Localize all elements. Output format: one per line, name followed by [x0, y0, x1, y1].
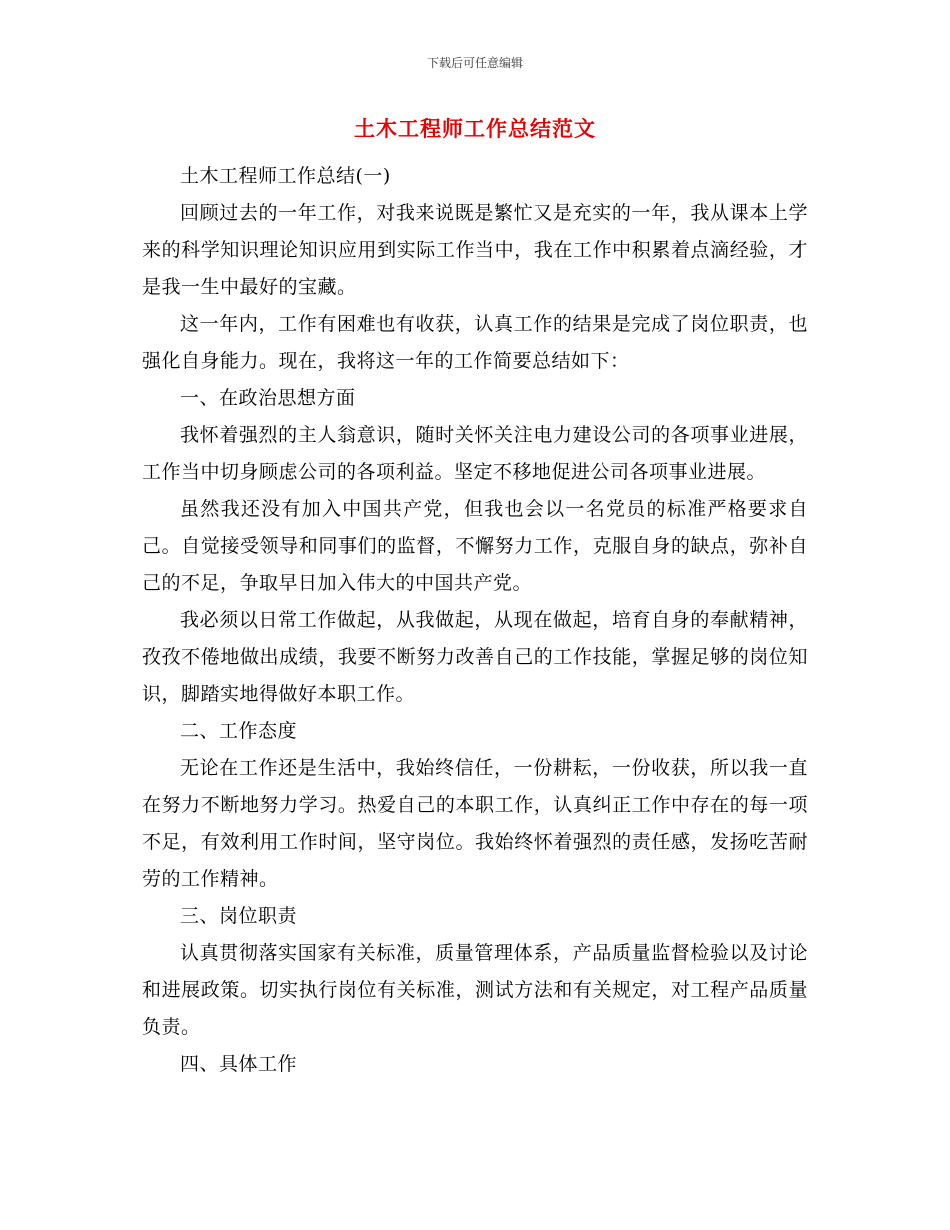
section-heading: 四、具体工作 [180, 1053, 298, 1075]
paragraph: 认真贯彻落实国家有关标准，质量管理体系，产品质量监督检验以及讨论和进展政策。切实执行岗位有关标准，测试方法和有关规定，对工程产品质量负责。 [142, 942, 808, 1038]
paragraph: 虽然我还没有加入中国共产党，但我也会以一名党员的标准严格要求自己。自觉接受领导和同事们的监督，不懈努力工作，克服自身的缺点，弥补自己的不足，争取早日加入伟大的中国共产党。 [142, 498, 808, 594]
paragraph: 无论在工作还是生活中，我始终信任，一份耕耘，一份收获，所以我一直在努力不断地努力学习。热爱自己的本职工作，认真纠正工作中存在的每一项不足，有效利用工作时间，坚守岗位。我始终怀着强烈的责任感，发扬吃苦耐劳的工作精神。 [142, 757, 808, 890]
section-heading: 三、岗位职责 [180, 905, 298, 927]
section-heading: 二、工作态度 [180, 720, 298, 742]
paragraph: 这一年内，工作有困难也有收获，认真工作的结果是完成了岗位职责，也强化自身能力。现在，我将这一年的工作简要总结如下： [142, 313, 808, 372]
paragraph: 我怀着强烈的主人翁意识，随时关怀关注电力建设公司的各项事业进展，工作当中切身顾虑公司的各项利益。坚定不移地促进公司各项事业进展。 [142, 424, 808, 483]
header-note: 下载后可任意编辑 [426, 56, 523, 70]
paragraph: 回顾过去的一年工作，对我来说既是繁忙又是充实的一年，我从课本上学来的科学知识理论知识应用到实际工作当中，我在工作中积累着点滴经验，才是我一生中最好的宝藏。 [142, 202, 808, 298]
paragraph: 我必须以日常工作做起，从我做起，从现在做起，培育自身的奉献精神，孜孜不倦地做出成绩，我要不断努力改善自己的工作技能，掌握足够的岗位知识，脚踏实地得做好本职工作。 [142, 609, 808, 705]
document-body [142, 158, 808, 1083]
section-heading: 一、在政治思想方面 [180, 387, 356, 409]
document-title: 土木工程师工作总结范文 [354, 116, 596, 141]
section-subtitle: 土木工程师工作总结(一) [180, 165, 391, 187]
